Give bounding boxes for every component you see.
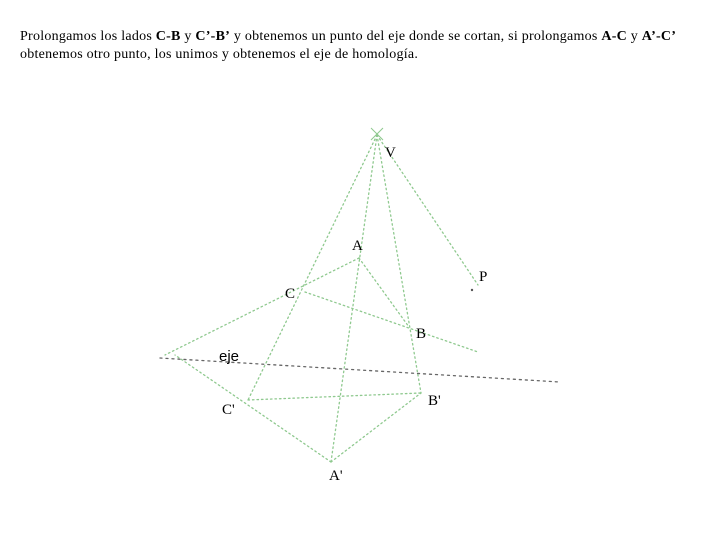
label-v: V xyxy=(385,145,396,161)
line-a-c-extended xyxy=(165,258,359,355)
line-cprime-bprime xyxy=(248,393,421,400)
segment-a-b xyxy=(359,258,409,327)
label-c-prime: C' xyxy=(222,402,235,418)
point-p-marker xyxy=(471,289,473,291)
segment-ac-prime: A’-C’ xyxy=(641,29,677,44)
label-a: A xyxy=(352,238,363,254)
vertex-v-marker xyxy=(371,128,383,140)
label-eje: eje xyxy=(219,348,240,365)
label-a-prime: A' xyxy=(329,468,343,484)
label-p: P xyxy=(479,269,488,285)
paragraph-text: Prolongamos los lados xyxy=(20,29,156,44)
line-c-b-extended xyxy=(305,292,478,352)
label-b-prime: B' xyxy=(428,393,441,409)
label-b: B xyxy=(416,326,427,342)
label-c: C xyxy=(285,286,296,302)
paragraph-text: y obtenemos un punto del eje donde se cortan, si prolongamos xyxy=(230,29,602,44)
ray-v-aprime xyxy=(331,135,377,462)
ray-v-cprime xyxy=(248,135,377,400)
segment-ac: A-C xyxy=(601,29,627,44)
segment-cb-prime: C’-B’ xyxy=(195,29,231,44)
line-aprime-cprime xyxy=(175,355,331,462)
segment-cb: C-B xyxy=(155,29,181,44)
paragraph-text: y xyxy=(180,29,196,44)
segment-aprime-bprime xyxy=(331,393,421,462)
paragraph-text: y xyxy=(627,29,642,44)
ray-v-bprime xyxy=(377,135,421,393)
paragraph-text: obtenemos otro punto, los unimos y obtenemos el eje de homología. xyxy=(20,47,419,62)
